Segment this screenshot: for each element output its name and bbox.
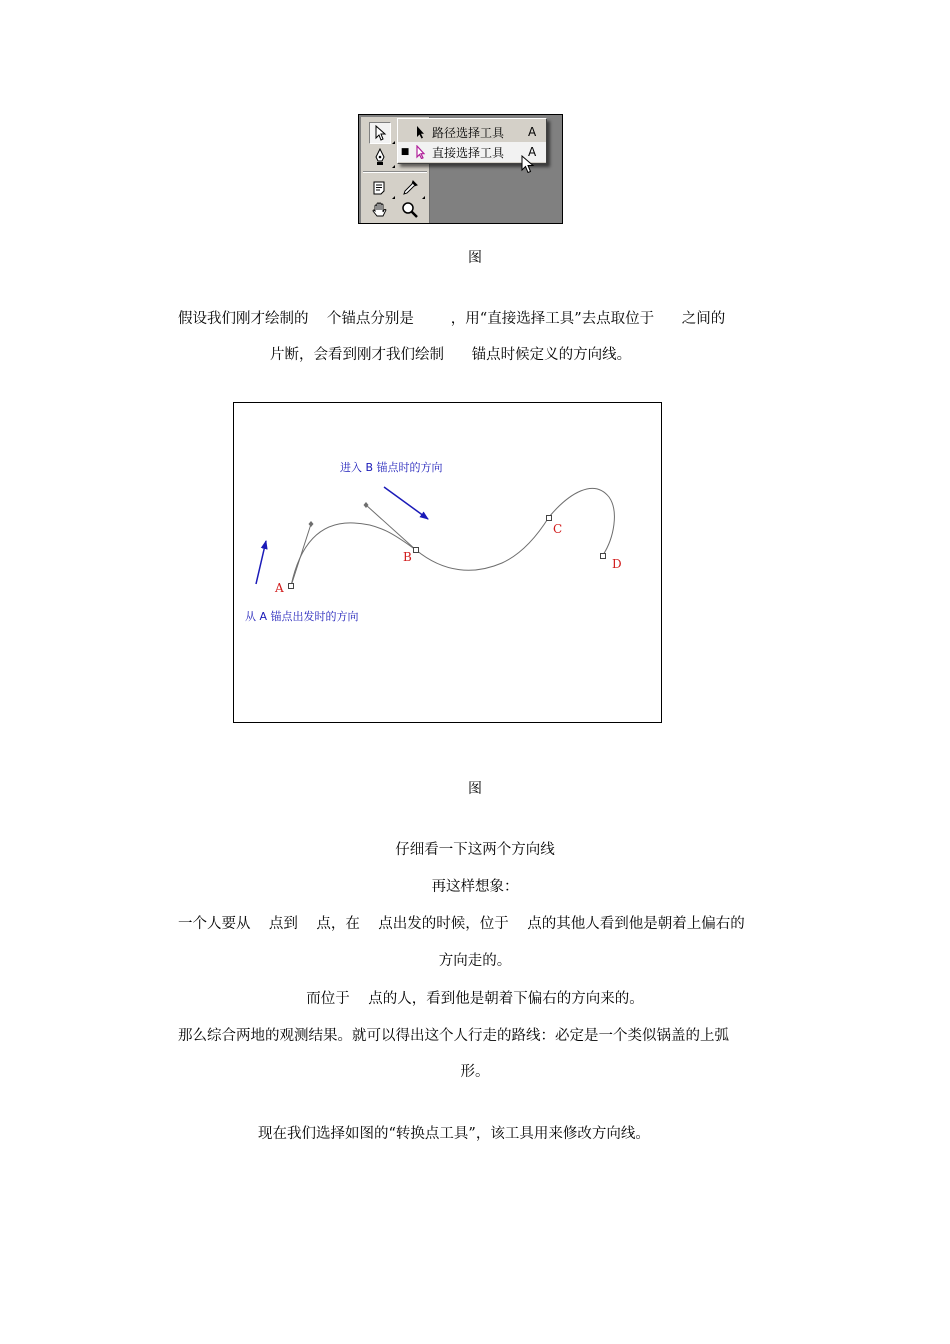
notes-icon[interactable] bbox=[369, 177, 391, 199]
toolbox-screenshot bbox=[358, 114, 563, 224]
paragraph1-line1: 假设我们刚才绘制的 个锚点分别是 ，用“直接选择工具”去点取位于 之间的 bbox=[178, 311, 726, 327]
paragraph2-line3: 一个人要从 点到 点，在 点出发的时候，位于 点的其他人看到他是朝着上偏右的 bbox=[178, 916, 745, 932]
paragraph2-line7: 形。 bbox=[460, 1064, 490, 1080]
paragraph2-line4: 方向走的。 bbox=[438, 953, 512, 969]
paragraph2-line5: 而位于 点的人，看到他是朝着下偏右的方向来的。 bbox=[306, 991, 644, 1007]
menu-item-label: 路径选择工具 bbox=[432, 125, 505, 140]
hand-icon[interactable] bbox=[369, 199, 391, 221]
point-label-d: D bbox=[612, 557, 622, 571]
point-label-a: A bbox=[275, 581, 284, 595]
paragraph1-line2: 片断，会看到刚才我们绘制 锚点时候定义的方向线。 bbox=[270, 347, 632, 363]
hollow-arrow-icon bbox=[412, 144, 428, 160]
paragraph2-line1: 仔细看一下这两个方向线 bbox=[395, 842, 555, 858]
bezier-path bbox=[291, 488, 614, 586]
anchor-point-d bbox=[601, 554, 606, 559]
anchor-point-b bbox=[414, 548, 419, 553]
figure1-caption: 图 bbox=[468, 250, 482, 266]
menu-item-path-selection-tool[interactable] bbox=[398, 122, 546, 142]
solid-arrow-icon bbox=[412, 124, 428, 140]
anchor-point-a bbox=[289, 584, 294, 589]
direction-handle-a bbox=[309, 521, 314, 527]
selected-bullet: ■ bbox=[400, 147, 410, 157]
menu-item-shortcut: A bbox=[528, 145, 537, 159]
paragraph2-line2: 再这样想象： bbox=[431, 879, 519, 895]
label-leave-a: 从 A 锚点出发时的方向 bbox=[245, 610, 359, 623]
direction-line-a bbox=[291, 524, 311, 586]
figure2-caption: 图 bbox=[468, 781, 482, 797]
paragraph2-line6: 那么综合两地的观测结果。就可以得出这个人行走的路线：必定是一个类似锅盖的上弧 bbox=[178, 1028, 729, 1044]
point-label-b: B bbox=[403, 550, 412, 564]
direction-line-b bbox=[366, 505, 416, 550]
bezier-direction-figure bbox=[233, 402, 662, 723]
arrow-leave-a bbox=[256, 541, 266, 584]
arrow-enter-b bbox=[384, 487, 428, 519]
paragraph3-line1: 现在我们选择如图的“转换点工具”，该工具用来修改方向线。 bbox=[258, 1126, 650, 1142]
mouse-cursor-icon bbox=[521, 155, 535, 179]
zoom-icon[interactable] bbox=[399, 199, 421, 221]
pen-icon[interactable] bbox=[369, 146, 391, 168]
anchor-point-c bbox=[547, 516, 552, 521]
selection-arrow-icon[interactable] bbox=[369, 122, 391, 144]
label-enter-b: 进入 B 锚点时的方向 bbox=[340, 461, 443, 474]
point-label-c: C bbox=[553, 522, 563, 536]
eyedropper-icon[interactable] bbox=[399, 177, 421, 199]
menu-item-shortcut: A bbox=[528, 125, 537, 139]
menu-item-label: 直接选择工具 bbox=[432, 145, 505, 160]
